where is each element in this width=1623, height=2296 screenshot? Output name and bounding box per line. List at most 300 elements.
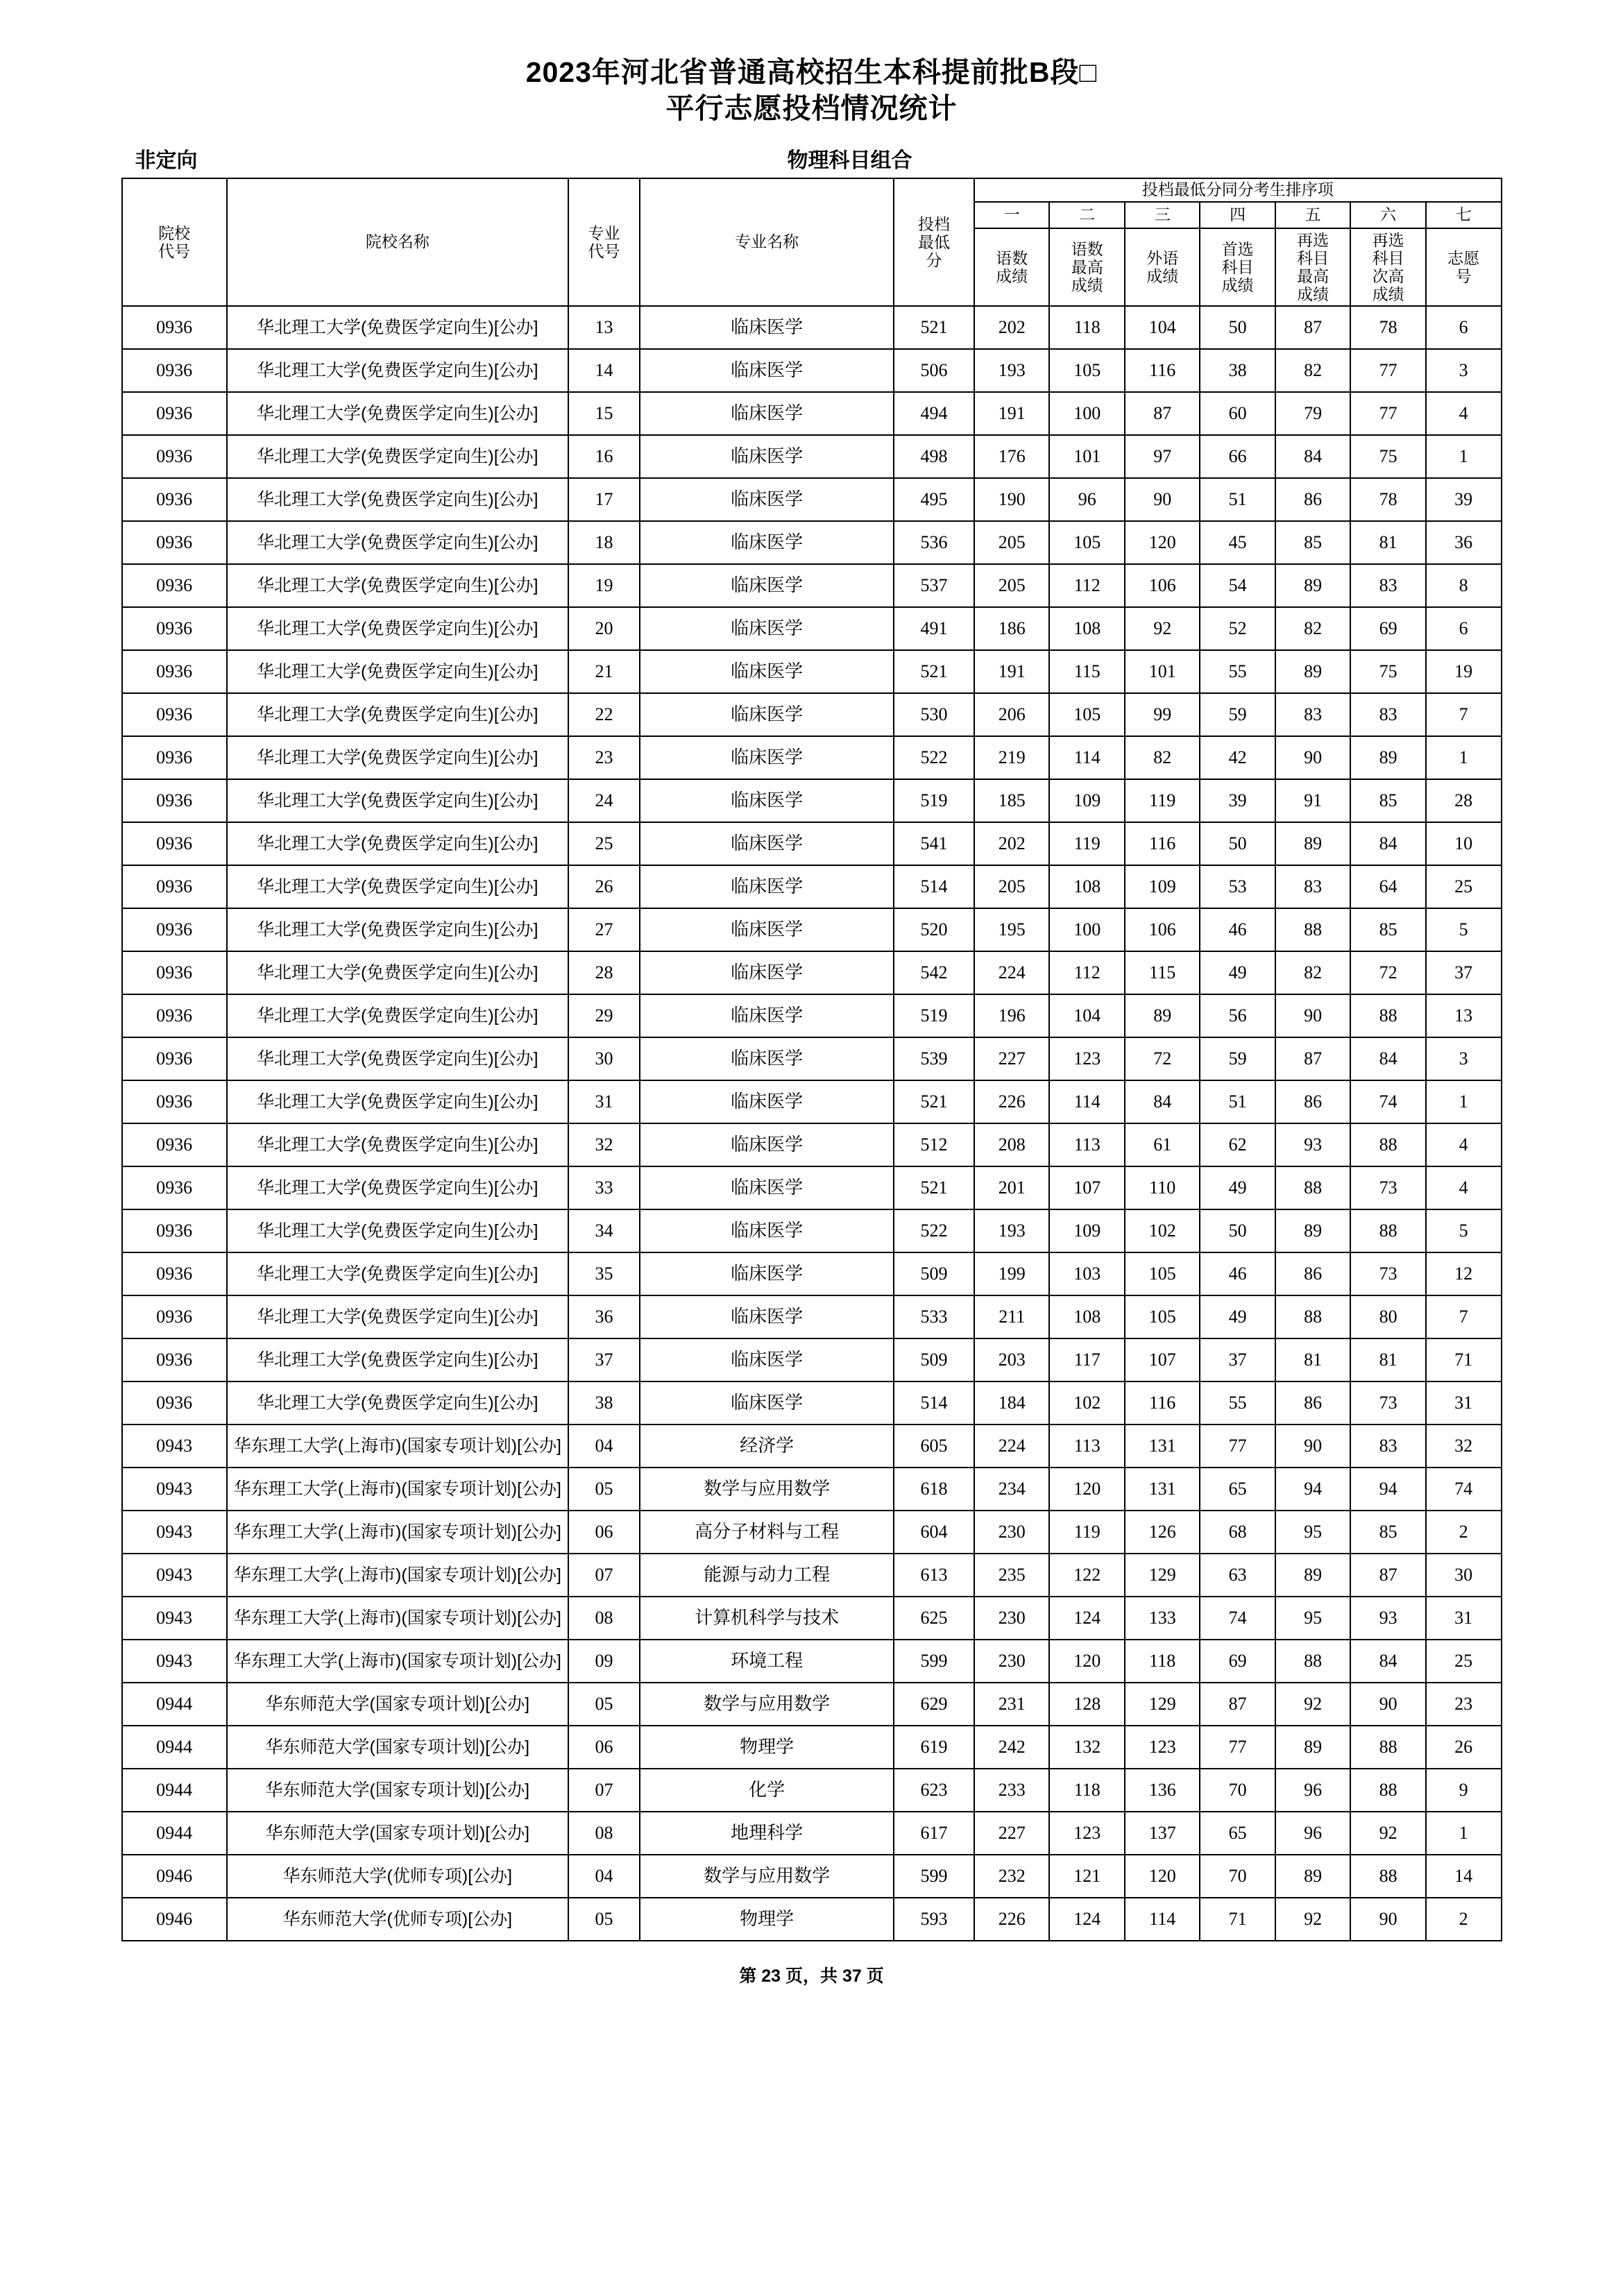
cell-rank-5: 87 bbox=[1275, 306, 1350, 349]
header-rank-num-3: 三 bbox=[1125, 202, 1200, 228]
cell-rank-3: 120 bbox=[1125, 521, 1200, 564]
header-rank-num-1: 一 bbox=[974, 202, 1049, 228]
cell-school-name: 华北理工大学(免费医学定向生)[公办] bbox=[227, 1123, 568, 1166]
cell-rank-1: 202 bbox=[974, 822, 1049, 865]
cell-rank-3: 126 bbox=[1125, 1511, 1200, 1554]
cell-rank-1: 176 bbox=[974, 435, 1049, 478]
cell-school-code: 0936 bbox=[122, 865, 227, 908]
cell-major-code: 08 bbox=[568, 1812, 640, 1855]
cell-rank-5: 86 bbox=[1275, 1080, 1350, 1123]
cell-min-score: 542 bbox=[894, 951, 974, 994]
header-rank-num-4: 四 bbox=[1200, 202, 1275, 228]
cell-major-name: 临床医学 bbox=[640, 693, 894, 736]
cell-rank-2: 114 bbox=[1049, 1080, 1124, 1123]
cell-rank-7: 12 bbox=[1426, 1252, 1502, 1295]
cell-rank-4: 42 bbox=[1200, 736, 1275, 779]
header-rank-label-5: 再选 科目 最高 成绩 bbox=[1275, 228, 1350, 306]
cell-rank-7: 1 bbox=[1426, 736, 1502, 779]
cell-rank-3: 119 bbox=[1125, 779, 1200, 822]
cell-rank-2: 108 bbox=[1049, 1295, 1124, 1338]
cell-major-code: 21 bbox=[568, 650, 640, 693]
cell-rank-7: 6 bbox=[1426, 306, 1502, 349]
cell-rank-3: 106 bbox=[1125, 564, 1200, 607]
cell-rank-6: 94 bbox=[1350, 1468, 1425, 1511]
cell-rank-6: 88 bbox=[1350, 1769, 1425, 1812]
cell-major-name: 临床医学 bbox=[640, 1338, 894, 1381]
cell-rank-4: 70 bbox=[1200, 1855, 1275, 1898]
cell-major-name: 物理学 bbox=[640, 1898, 894, 1941]
cell-rank-1: 206 bbox=[974, 693, 1049, 736]
cell-rank-1: 232 bbox=[974, 1855, 1049, 1898]
cell-school-name: 华北理工大学(免费医学定向生)[公办] bbox=[227, 349, 568, 392]
cell-rank-1: 205 bbox=[974, 521, 1049, 564]
cell-rank-6: 81 bbox=[1350, 521, 1425, 564]
table-row bbox=[122, 1511, 1502, 1554]
cell-rank-6: 83 bbox=[1350, 1425, 1425, 1468]
cell-rank-7: 1 bbox=[1426, 1080, 1502, 1123]
cell-rank-6: 81 bbox=[1350, 1338, 1425, 1381]
title-line-1: 2023年河北省普通高校招生本科提前批B段□ bbox=[525, 56, 1098, 88]
cell-rank-1: 233 bbox=[974, 1769, 1049, 1812]
cell-major-code: 05 bbox=[568, 1898, 640, 1941]
cell-rank-6: 73 bbox=[1350, 1166, 1425, 1209]
cell-rank-1: 205 bbox=[974, 564, 1049, 607]
cell-rank-7: 2 bbox=[1426, 1898, 1502, 1941]
cell-school-code: 0936 bbox=[122, 779, 227, 822]
cell-school-name: 华东师范大学(国家专项计划)[公办] bbox=[227, 1812, 568, 1855]
cell-rank-7: 23 bbox=[1426, 1683, 1502, 1726]
cell-rank-7: 31 bbox=[1426, 1597, 1502, 1640]
cell-rank-5: 89 bbox=[1275, 1554, 1350, 1597]
cell-rank-7: 4 bbox=[1426, 392, 1502, 435]
cell-major-code: 33 bbox=[568, 1166, 640, 1209]
cell-school-name: 华北理工大学(免费医学定向生)[公办] bbox=[227, 1295, 568, 1338]
cell-major-code: 05 bbox=[568, 1468, 640, 1511]
cell-rank-6: 78 bbox=[1350, 306, 1425, 349]
cell-rank-6: 72 bbox=[1350, 951, 1425, 994]
cell-min-score: 617 bbox=[894, 1812, 974, 1855]
cell-rank-3: 109 bbox=[1125, 865, 1200, 908]
header-major-code: 专业 代号 bbox=[568, 178, 640, 306]
table-header bbox=[122, 178, 1502, 306]
table-row bbox=[122, 693, 1502, 736]
cell-min-score: 629 bbox=[894, 1683, 974, 1726]
cell-rank-3: 105 bbox=[1125, 1295, 1200, 1338]
cell-school-code: 0936 bbox=[122, 521, 227, 564]
cell-rank-7: 25 bbox=[1426, 1640, 1502, 1683]
cell-rank-3: 110 bbox=[1125, 1166, 1200, 1209]
cell-min-score: 625 bbox=[894, 1597, 974, 1640]
cell-rank-1: 185 bbox=[974, 779, 1049, 822]
table-row bbox=[122, 1812, 1502, 1855]
cell-rank-5: 90 bbox=[1275, 1425, 1350, 1468]
cell-rank-7: 26 bbox=[1426, 1726, 1502, 1769]
cell-rank-2: 120 bbox=[1049, 1468, 1124, 1511]
cell-major-code: 20 bbox=[568, 607, 640, 650]
table-row bbox=[122, 349, 1502, 392]
table-row bbox=[122, 1338, 1502, 1381]
cell-rank-7: 14 bbox=[1426, 1855, 1502, 1898]
cell-major-name: 数学与应用数学 bbox=[640, 1683, 894, 1726]
cell-major-code: 09 bbox=[568, 1640, 640, 1683]
table-row bbox=[122, 1037, 1502, 1080]
cell-school-code: 0943 bbox=[122, 1468, 227, 1511]
cell-school-name: 华北理工大学(免费医学定向生)[公办] bbox=[227, 908, 568, 951]
cell-rank-4: 65 bbox=[1200, 1812, 1275, 1855]
cell-school-name: 华东理工大学(上海市)(国家专项计划)[公办] bbox=[227, 1640, 568, 1683]
cell-major-code: 04 bbox=[568, 1855, 640, 1898]
subject-group-label: 物理科目组合 bbox=[787, 149, 912, 172]
cell-rank-6: 85 bbox=[1350, 1511, 1425, 1554]
cell-rank-3: 61 bbox=[1125, 1123, 1200, 1166]
cell-rank-3: 133 bbox=[1125, 1597, 1200, 1640]
cell-rank-2: 102 bbox=[1049, 1381, 1124, 1425]
cell-rank-3: 102 bbox=[1125, 1209, 1200, 1252]
cell-school-name: 华北理工大学(免费医学定向生)[公办] bbox=[227, 865, 568, 908]
cell-major-name: 临床医学 bbox=[640, 1166, 894, 1209]
cell-major-name: 物理学 bbox=[640, 1726, 894, 1769]
cell-major-code: 07 bbox=[568, 1554, 640, 1597]
cell-rank-4: 77 bbox=[1200, 1726, 1275, 1769]
cell-rank-1: 230 bbox=[974, 1597, 1049, 1640]
header-rank-num-5: 五 bbox=[1275, 202, 1350, 228]
cell-major-name: 临床医学 bbox=[640, 521, 894, 564]
cell-rank-6: 85 bbox=[1350, 779, 1425, 822]
table-row bbox=[122, 478, 1502, 521]
cell-school-code: 0943 bbox=[122, 1554, 227, 1597]
cell-major-code: 18 bbox=[568, 521, 640, 564]
cell-rank-4: 49 bbox=[1200, 951, 1275, 994]
cell-school-code: 0936 bbox=[122, 607, 227, 650]
cell-rank-7: 28 bbox=[1426, 779, 1502, 822]
cell-school-name: 华北理工大学(免费医学定向生)[公办] bbox=[227, 1252, 568, 1295]
header-min-score: 投档 最低 分 bbox=[894, 178, 974, 306]
cell-school-code: 0936 bbox=[122, 736, 227, 779]
cell-major-name: 临床医学 bbox=[640, 349, 894, 392]
cell-rank-3: 101 bbox=[1125, 650, 1200, 693]
cell-rank-3: 116 bbox=[1125, 822, 1200, 865]
cell-rank-4: 59 bbox=[1200, 693, 1275, 736]
cell-major-name: 经济学 bbox=[640, 1425, 894, 1468]
table-row bbox=[122, 1425, 1502, 1468]
table-row bbox=[122, 1468, 1502, 1511]
table-row bbox=[122, 994, 1502, 1037]
cell-min-score: 509 bbox=[894, 1338, 974, 1381]
cell-min-score: 506 bbox=[894, 349, 974, 392]
cell-rank-7: 74 bbox=[1426, 1468, 1502, 1511]
cell-major-code: 19 bbox=[568, 564, 640, 607]
cell-major-code: 16 bbox=[568, 435, 640, 478]
cell-rank-5: 92 bbox=[1275, 1898, 1350, 1941]
table-row bbox=[122, 1554, 1502, 1597]
cell-rank-2: 123 bbox=[1049, 1812, 1124, 1855]
header-rank-label-7: 志愿 号 bbox=[1426, 228, 1502, 306]
cell-major-name: 地理科学 bbox=[640, 1812, 894, 1855]
cell-rank-1: 193 bbox=[974, 349, 1049, 392]
table-row bbox=[122, 306, 1502, 349]
cell-school-code: 0943 bbox=[122, 1425, 227, 1468]
cell-major-code: 29 bbox=[568, 994, 640, 1037]
table-row bbox=[122, 1295, 1502, 1338]
cell-rank-4: 70 bbox=[1200, 1769, 1275, 1812]
cell-min-score: 494 bbox=[894, 392, 974, 435]
cell-major-name: 临床医学 bbox=[640, 392, 894, 435]
cell-rank-2: 119 bbox=[1049, 1511, 1124, 1554]
cell-rank-5: 90 bbox=[1275, 994, 1350, 1037]
cell-school-name: 华北理工大学(免费医学定向生)[公办] bbox=[227, 736, 568, 779]
cell-min-score: 530 bbox=[894, 693, 974, 736]
cell-rank-2: 104 bbox=[1049, 994, 1124, 1037]
header-rank-label-2: 语数 最高 成绩 bbox=[1049, 228, 1124, 306]
cell-major-code: 28 bbox=[568, 951, 640, 994]
cell-rank-3: 129 bbox=[1125, 1683, 1200, 1726]
cell-min-score: 533 bbox=[894, 1295, 974, 1338]
cell-school-code: 0943 bbox=[122, 1511, 227, 1554]
cell-rank-6: 92 bbox=[1350, 1812, 1425, 1855]
cell-rank-5: 90 bbox=[1275, 736, 1350, 779]
cell-rank-7: 3 bbox=[1426, 349, 1502, 392]
cell-school-name: 华北理工大学(免费医学定向生)[公办] bbox=[227, 435, 568, 478]
cell-school-name: 华北理工大学(免费医学定向生)[公办] bbox=[227, 521, 568, 564]
cell-major-code: 27 bbox=[568, 908, 640, 951]
cell-major-code: 06 bbox=[568, 1726, 640, 1769]
cell-rank-4: 50 bbox=[1200, 306, 1275, 349]
cell-major-name: 临床医学 bbox=[640, 951, 894, 994]
cell-rank-4: 50 bbox=[1200, 1209, 1275, 1252]
cell-major-code: 32 bbox=[568, 1123, 640, 1166]
table-row bbox=[122, 951, 1502, 994]
cell-min-score: 514 bbox=[894, 865, 974, 908]
cell-rank-6: 84 bbox=[1350, 822, 1425, 865]
cell-school-name: 华北理工大学(免费医学定向生)[公办] bbox=[227, 951, 568, 994]
cell-school-code: 0936 bbox=[122, 1295, 227, 1338]
cell-rank-5: 88 bbox=[1275, 1295, 1350, 1338]
cell-major-code: 22 bbox=[568, 693, 640, 736]
cell-major-name: 高分子材料与工程 bbox=[640, 1511, 894, 1554]
cell-rank-2: 113 bbox=[1049, 1425, 1124, 1468]
cell-rank-2: 124 bbox=[1049, 1898, 1124, 1941]
cell-rank-3: 90 bbox=[1125, 478, 1200, 521]
table-row bbox=[122, 564, 1502, 607]
cell-rank-7: 30 bbox=[1426, 1554, 1502, 1597]
table-row bbox=[122, 1597, 1502, 1640]
cell-rank-1: 203 bbox=[974, 1338, 1049, 1381]
cell-school-code: 0936 bbox=[122, 1166, 227, 1209]
cell-rank-7: 25 bbox=[1426, 865, 1502, 908]
header-rank-group: 投档最低分同分考生排序项 bbox=[974, 178, 1501, 202]
cell-rank-4: 56 bbox=[1200, 994, 1275, 1037]
cell-school-code: 0943 bbox=[122, 1640, 227, 1683]
cell-major-code: 13 bbox=[568, 306, 640, 349]
cell-rank-3: 87 bbox=[1125, 392, 1200, 435]
cell-rank-1: 231 bbox=[974, 1683, 1049, 1726]
cell-rank-3: 115 bbox=[1125, 951, 1200, 994]
cell-min-score: 521 bbox=[894, 1166, 974, 1209]
cell-school-name: 华东师范大学(国家专项计划)[公办] bbox=[227, 1683, 568, 1726]
cell-rank-5: 88 bbox=[1275, 908, 1350, 951]
cell-school-name: 华北理工大学(免费医学定向生)[公办] bbox=[227, 693, 568, 736]
cell-school-code: 0946 bbox=[122, 1855, 227, 1898]
cell-school-code: 0936 bbox=[122, 392, 227, 435]
cell-min-score: 498 bbox=[894, 435, 974, 478]
cell-rank-2: 122 bbox=[1049, 1554, 1124, 1597]
cell-rank-2: 105 bbox=[1049, 521, 1124, 564]
table-row bbox=[122, 1252, 1502, 1295]
title-line-2: 平行志愿投档情况统计 bbox=[665, 92, 958, 124]
cell-major-code: 14 bbox=[568, 349, 640, 392]
cell-min-score: 509 bbox=[894, 1252, 974, 1295]
cell-rank-4: 62 bbox=[1200, 1123, 1275, 1166]
cell-rank-2: 118 bbox=[1049, 306, 1124, 349]
cell-rank-2: 108 bbox=[1049, 607, 1124, 650]
cell-rank-3: 99 bbox=[1125, 693, 1200, 736]
cell-major-name: 能源与动力工程 bbox=[640, 1554, 894, 1597]
cell-rank-5: 89 bbox=[1275, 564, 1350, 607]
cell-rank-6: 80 bbox=[1350, 1295, 1425, 1338]
cell-rank-2: 128 bbox=[1049, 1683, 1124, 1726]
cell-school-name: 华东理工大学(上海市)(国家专项计划)[公办] bbox=[227, 1468, 568, 1511]
cell-major-code: 23 bbox=[568, 736, 640, 779]
cell-rank-6: 90 bbox=[1350, 1683, 1425, 1726]
cell-rank-5: 96 bbox=[1275, 1769, 1350, 1812]
cell-school-name: 华北理工大学(免费医学定向生)[公办] bbox=[227, 1080, 568, 1123]
cell-rank-5: 84 bbox=[1275, 435, 1350, 478]
cell-school-code: 0936 bbox=[122, 1037, 227, 1080]
cell-rank-1: 195 bbox=[974, 908, 1049, 951]
cell-rank-7: 39 bbox=[1426, 478, 1502, 521]
cell-rank-4: 46 bbox=[1200, 1252, 1275, 1295]
cell-major-code: 06 bbox=[568, 1511, 640, 1554]
cell-min-score: 619 bbox=[894, 1726, 974, 1769]
cell-school-name: 华北理工大学(免费医学定向生)[公办] bbox=[227, 1381, 568, 1425]
cell-rank-1: 226 bbox=[974, 1080, 1049, 1123]
header-rank-num-6: 六 bbox=[1350, 202, 1425, 228]
cell-rank-4: 55 bbox=[1200, 650, 1275, 693]
header-major-name: 专业名称 bbox=[640, 178, 894, 306]
cell-major-name: 临床医学 bbox=[640, 779, 894, 822]
cell-rank-2: 112 bbox=[1049, 564, 1124, 607]
cell-major-name: 临床医学 bbox=[640, 1209, 894, 1252]
cell-major-name: 数学与应用数学 bbox=[640, 1855, 894, 1898]
cell-rank-2: 113 bbox=[1049, 1123, 1124, 1166]
cell-rank-1: 202 bbox=[974, 306, 1049, 349]
cell-rank-6: 83 bbox=[1350, 693, 1425, 736]
table-body bbox=[122, 306, 1502, 1941]
cell-rank-2: 119 bbox=[1049, 822, 1124, 865]
cell-rank-5: 89 bbox=[1275, 650, 1350, 693]
cell-school-name: 华东理工大学(上海市)(国家专项计划)[公办] bbox=[227, 1597, 568, 1640]
cell-major-name: 临床医学 bbox=[640, 1381, 894, 1425]
cell-school-code: 0936 bbox=[122, 1338, 227, 1381]
cell-school-name: 华东师范大学(优师专项)[公办] bbox=[227, 1855, 568, 1898]
cell-school-code: 0936 bbox=[122, 994, 227, 1037]
cell-rank-6: 73 bbox=[1350, 1252, 1425, 1295]
cell-rank-2: 109 bbox=[1049, 1209, 1124, 1252]
cell-major-code: 25 bbox=[568, 822, 640, 865]
cell-rank-2: 101 bbox=[1049, 435, 1124, 478]
cell-min-score: 491 bbox=[894, 607, 974, 650]
cell-rank-3: 116 bbox=[1125, 1381, 1200, 1425]
cell-rank-5: 82 bbox=[1275, 951, 1350, 994]
cell-rank-1: 227 bbox=[974, 1812, 1049, 1855]
cell-rank-7: 36 bbox=[1426, 521, 1502, 564]
cell-rank-1: 208 bbox=[974, 1123, 1049, 1166]
cell-school-code: 0936 bbox=[122, 693, 227, 736]
table-row bbox=[122, 736, 1502, 779]
cell-major-code: 31 bbox=[568, 1080, 640, 1123]
cell-rank-6: 75 bbox=[1350, 435, 1425, 478]
cell-rank-4: 60 bbox=[1200, 392, 1275, 435]
cell-major-name: 临床医学 bbox=[640, 994, 894, 1037]
cell-rank-1: 227 bbox=[974, 1037, 1049, 1080]
cell-rank-3: 106 bbox=[1125, 908, 1200, 951]
cell-rank-4: 53 bbox=[1200, 865, 1275, 908]
cell-school-code: 0946 bbox=[122, 1898, 227, 1941]
cell-major-code: 08 bbox=[568, 1597, 640, 1640]
cell-rank-5: 81 bbox=[1275, 1338, 1350, 1381]
cell-rank-1: 186 bbox=[974, 607, 1049, 650]
cell-rank-5: 83 bbox=[1275, 693, 1350, 736]
cell-rank-4: 37 bbox=[1200, 1338, 1275, 1381]
cell-rank-2: 96 bbox=[1049, 478, 1124, 521]
cell-rank-6: 83 bbox=[1350, 564, 1425, 607]
cell-school-code: 0944 bbox=[122, 1812, 227, 1855]
cell-rank-4: 55 bbox=[1200, 1381, 1275, 1425]
cell-rank-4: 51 bbox=[1200, 1080, 1275, 1123]
cell-major-code: 36 bbox=[568, 1295, 640, 1338]
cell-rank-1: 230 bbox=[974, 1640, 1049, 1683]
cell-rank-1: 234 bbox=[974, 1468, 1049, 1511]
cell-rank-7: 37 bbox=[1426, 951, 1502, 994]
cell-major-name: 临床医学 bbox=[640, 607, 894, 650]
cell-school-name: 华北理工大学(免费医学定向生)[公办] bbox=[227, 392, 568, 435]
table-row bbox=[122, 607, 1502, 650]
table-row bbox=[122, 435, 1502, 478]
cell-rank-5: 82 bbox=[1275, 607, 1350, 650]
header-rank-num-7: 七 bbox=[1426, 202, 1502, 228]
cell-rank-3: 131 bbox=[1125, 1468, 1200, 1511]
cell-major-code: 07 bbox=[568, 1769, 640, 1812]
table-row bbox=[122, 392, 1502, 435]
cell-min-score: 520 bbox=[894, 908, 974, 951]
cell-rank-5: 86 bbox=[1275, 1252, 1350, 1295]
cell-rank-5: 91 bbox=[1275, 779, 1350, 822]
cell-min-score: 519 bbox=[894, 994, 974, 1037]
cell-rank-6: 89 bbox=[1350, 736, 1425, 779]
cell-rank-3: 116 bbox=[1125, 349, 1200, 392]
cell-rank-7: 10 bbox=[1426, 822, 1502, 865]
cell-major-name: 临床医学 bbox=[640, 1080, 894, 1123]
cell-rank-1: 235 bbox=[974, 1554, 1049, 1597]
cell-rank-2: 105 bbox=[1049, 349, 1124, 392]
cell-school-code: 0943 bbox=[122, 1597, 227, 1640]
cell-school-name: 华北理工大学(免费医学定向生)[公办] bbox=[227, 607, 568, 650]
cell-major-code: 35 bbox=[568, 1252, 640, 1295]
cell-rank-4: 38 bbox=[1200, 349, 1275, 392]
cell-school-name: 华北理工大学(免费医学定向生)[公办] bbox=[227, 306, 568, 349]
cell-rank-3: 131 bbox=[1125, 1425, 1200, 1468]
cell-rank-3: 82 bbox=[1125, 736, 1200, 779]
cell-rank-7: 71 bbox=[1426, 1338, 1502, 1381]
cell-major-code: 04 bbox=[568, 1425, 640, 1468]
cell-min-score: 521 bbox=[894, 1080, 974, 1123]
cell-rank-1: 230 bbox=[974, 1511, 1049, 1554]
table-row bbox=[122, 521, 1502, 564]
cell-school-name: 华北理工大学(免费医学定向生)[公办] bbox=[227, 1037, 568, 1080]
table-row bbox=[122, 779, 1502, 822]
cell-min-score: 593 bbox=[894, 1898, 974, 1941]
admission-table bbox=[121, 178, 1502, 1941]
